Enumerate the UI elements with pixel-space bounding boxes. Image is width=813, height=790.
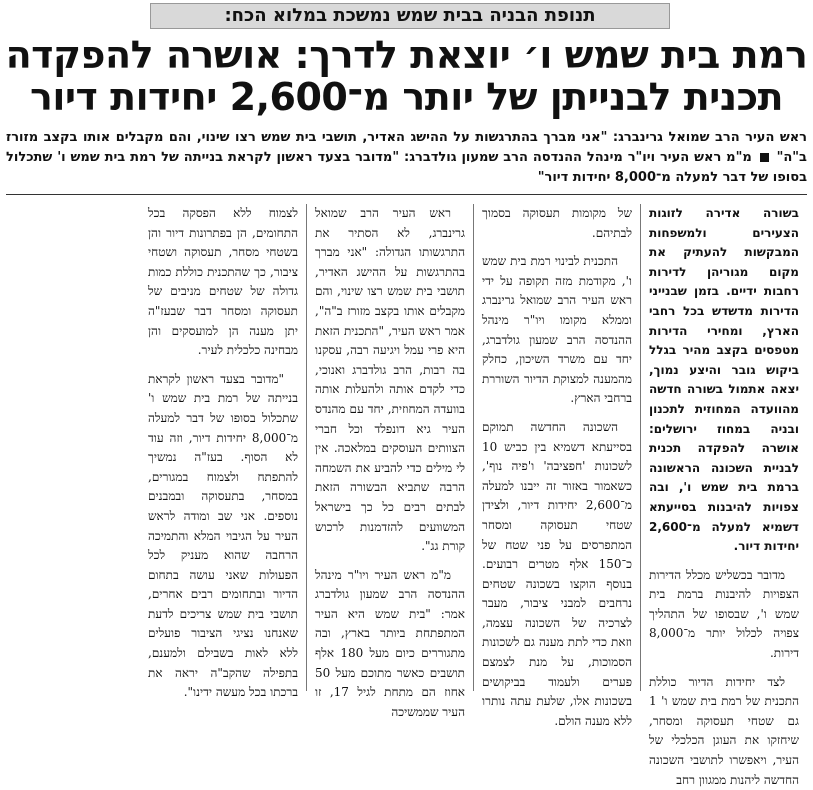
headline-line-2: תכנית לבנייתן של יותר מ־2,600 יחידות דיור	[29, 75, 784, 119]
article-paragraph: השכונה החדשה תמוקם בסייעתא דשמיא בין כביש 10 לשכונות 'חפציבה' ו'פיה נוף', כשאמור באזור זה ייבנו למעלה מ־2,600 יחידות דיור, ולצידן שטחי תעסוקה ומסחר המתפרסים על פני שטח של כ־150 אלף מטרים רבועים. בנוסף הוקצו בשכונה שטחים נרחבים למבני ציבור, מעבר לצרכיה של השכונה עצמה, וזאת כדי לתת מענה גם לשכונות הסמוכות, על מנת לצמצם פערים ולעמוד בביקושים בשכונות אלו, שלעת עתה נותרו ללא מענה הולם.	[482, 419, 632, 728]
article-paragraph: לצמוח ללא הפסקה בכל התחומים, הן בפתרונות דיור והן בשטחי מסחר, תעסוקה ושטחי ציבור, כך שהתכנית כוללת כמות גדולה של שטחים מניבים של תעסוקה ומסחר דבר שבעז"ה יתן מענה הן למועסקים והן מבחינה כלכלית לעיר.	[148, 206, 298, 358]
article-paragraph: לצד יחידות הדיור כוללת התכנית של רמת בית שמש ו' 1 גם שטחי תעסוקה ומסחר, שיחזקו את העוגן הכלכלי של העיר, ויאפשרו לתושבי השכונה החדשה ליהנות ממגוון רחב	[649, 674, 799, 787]
article-paragraph: מדובר בכשליש מכלל הדירות הצפויות להיבנות ברמת בית שמש ו', שבסופו של התהליך צפויה לכלול יותר מ־8,000 דירות.	[649, 567, 799, 661]
article-paragraph: התכנית לבינוי רמת בית שמש ו', מקודמת מזה תקופה על ידי ראש העיר הרב שמואל גרינברג וממלא מקומו ויו"ר מינהל ההנדסה הרב שמעון גולדברג, יחד עם משרד השיכון, כחלק מהמענה למצוקת הדיור השוררת ברחבי הארץ.	[482, 254, 632, 406]
deck-quote-mayor: ראש העיר הרב שמואל גרינברג: "אני מברך בהתרגשות על ההישג האדיר, תושבי בית שמש רצו שינוי, והם מקבלים אותו בקצב מזורז ב"ה"	[6, 130, 807, 165]
article-column-1	[641, 204, 807, 787]
article-paragraph: "מדובר בצעד ראשון לקראת בנייתה של רמת בית שמש ו' שתכלול בסופו של דבר למעלה מ־8,000 יחידות דיור, וזה עוד לא הסוף. בעז"ה נמשיך להתפתח ולצמוח במגורים, במסחר, בתעסוקה ובמבנים נוספים. אני שב ומודה לראש העיר על הגיבוי המלא והתמיכה הרחבה שהוא מעניק לכל הפעולות שאני עושה בתחום הדיור ובתחומים רבים אחרים, תושבי בית שמש צריכים לדעת שאנחנו נציגי הציבור פועלים ללא לאות בשבילם ולמענם, בתפילה שהקב"ה יראה את ברכתו בכל מעשה ידינו".	[148, 371, 298, 700]
article-column-4	[140, 204, 307, 700]
lead-paragraph: בשורה אדירה לזוגות הצעירים ולמשפחות המבקשות להעתיק את מקום מגוריהן לדירות רחבות ידיים. בזמן שבנייני הדירות מדשדש בכל רחבי הארץ, ומחירי הדירות מטפסים בקצב מהיר בגלל ביקוש גובר והיצע נמוך, יצאה אתמול בשורה חדשה מהוועדה המחוזית לתכנון ובניה במחוז ירושלים: אושרה להפקדה תכנית לבניית השכונה הראשונה ברמת בית שמש ו', ובה צפויות להיבנות בסייעתא דשמיא למעלה מ־2,600 יחידות דיור.	[649, 206, 799, 554]
kicker-banner: תנופת הבניה בבית שמש נמשכת במלוא הכח:	[150, 3, 670, 29]
article-paragraph: מ"מ ראש העיר ויו"ר מינהל ההנדסה הרב שמעון גולדברג אמר: "בית שמש היא העיר המתפתחת ביותר בארץ, ובה מתגוררים כיום מעל 180 אלף תושבים כאשר מתוכם מעל 50 אחוז הם מתחת לגיל 17, זו העיר שממשיכה	[315, 567, 465, 719]
headline-line-1: רמת בית שמש ו׳ יוצאת לדרך: אושרה להפקדה	[5, 33, 808, 77]
article-body	[6, 204, 807, 787]
article-paragraph: ראש העיר הרב שמואל גרינברג, לא הסתיר את התרגשותו הגדולה: "אני מברך בהתרגשות על ההישג האדיר, תושבי בית שמש רצו שינוי, והם מקבלים אותו בקצב מזורז ב"ה", אמר ראש העיר, "התכנית הזאת היא פרי עמל ויגיעה רבה, עסקנו בה רבות, הרב גולדברג ואנוכי, כדי לקדם אותה ולהעלות אותה בוועדה המחוזית, יחד עם מהנדס העיר גיא דונפלד וכל חברי הצוותים העוסקים במלאכה. אין לי מילים כדי להביע את השמחה הרבה שתביא הבשורה הזאת לבתים רבים כל כך בישראל המשוועים להזדמנות לרכוש קורת גג".	[315, 206, 465, 554]
square-bullet-icon	[760, 153, 769, 162]
headline	[0, 34, 813, 118]
article-column-2	[474, 204, 641, 728]
article-paragraph: של מקומות תעסוקה בסמוך לבתיהם.	[482, 206, 632, 240]
article-column-3	[307, 204, 474, 719]
deck-quote-deputy: מ"מ ראש העיר ויו"ר מינהל ההנדסה הרב שמעון גולדברג: "מדובר בצעד ראשון לקראת בנייתה של רמת בית שמש ו' שתכלול בסופו של דבר למעלה מ־8,000 יחידות דיור"	[6, 150, 807, 185]
subheadline-deck	[6, 128, 807, 195]
